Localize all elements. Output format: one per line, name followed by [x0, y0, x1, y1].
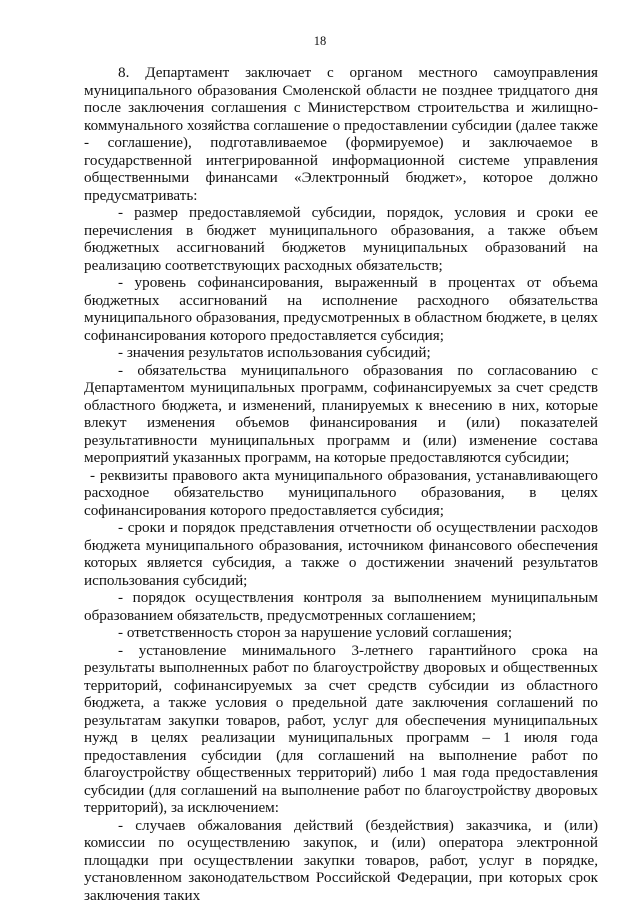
- list-item-subsidy-amount: - размер предоставляемой субсидии, порядок, условия и сроки ее перечисления в бюджет муниципального образования, а также объем бюджетных ассигнований бюджетов муниципальных образований на реализацию соответствующих расходных обязательств;: [84, 204, 598, 274]
- list-item-reporting-terms: - сроки и порядок представления отчетности об осуществлении расходов бюджета муниципального образования, источником финансового обеспечения которых является субсидия, а также о достижении значений результатов использования субсидий;: [84, 519, 598, 589]
- list-item-cofinancing-level: - уровень софинансирования, выраженный в процентах от объема бюджетных ассигнований на исполнение расходного обязательства муниципального образования, предусмотренных в областном бюджете, в целях софинансирования которого предоставляется субсидия;: [84, 274, 598, 344]
- list-item-program-obligations: - обязательства муниципального образования по согласованию с Департаментом муниципальных программ, софинансируемых за счет средств областного бюджета, и изменений, планируемых к внесению в них, которые влекут изменения объемов финансирования и (или) показателей результативности муниципальных программ и (или) изменение состава мероприятий указанных программ, на которые предоставляются субсидии;: [84, 361, 598, 466]
- paragraph-clause-8: 8. Департамент заключает с органом местного самоуправления муниципального образования Смоленской области не позднее тридцатого дня после заключения соглашения с Министерством строительства и жилищно-коммунального хозяйства соглашение о предоставлении субсидии (далее также - соглашение), подготавливаемое (формируемое) и заключаемое в государственной интегрированной информационной системе управления общественными финансами «Электронный бюджет», которое должно предусматривать:: [84, 64, 598, 204]
- list-item-responsibility: - ответственность сторон за нарушение условий соглашения;: [118, 624, 513, 641]
- list-item-legal-act-details: - реквизиты правового акта муниципального образования, устанавливающего расходное обязательство муниципального образования, в целях софинансирования которого предоставляется субсидия;: [84, 466, 598, 519]
- document-body: [84, 64, 598, 904]
- list-item-appeal-cases: - случаев обжалования действий (бездействия) заказчика, и (или) комиссии по осуществлению закупок, и (или) оператора электронной площадки при осуществлении закупки товаров, работ, услуг в порядке, установленном законодательством Российской Федерации, при которых срок заключения таких: [84, 816, 598, 904]
- page-number: 18: [313, 34, 327, 48]
- list-item-warranty-period: - установление минимального 3-летнего гарантийного срока на результаты выполненных работ по благоустройству дворовых и общественных территорий, софинансируемых за счет средств субсидии из областного бюджета, а также условия о предельной дате заключения соглашений по результатам закупки товаров, работ, услуг для обеспечения муниципальных нужд в целях реализации муниципальных программ – 1 июля года предоставления субсидии (для соглашений на выполнение работ по благоустройству общественных территорий) либо 1 мая года предоставления субсидии (для соглашений на выполнение работ по благоустройству дворовых территорий), за исключением:: [84, 641, 598, 816]
- list-item-result-values: - значения результатов использования субсидий;: [118, 344, 431, 361]
- list-item-control-procedure: - порядок осуществления контроля за выполнением муниципальным образованием обязательств, предусмотренных соглашением;: [84, 589, 598, 624]
